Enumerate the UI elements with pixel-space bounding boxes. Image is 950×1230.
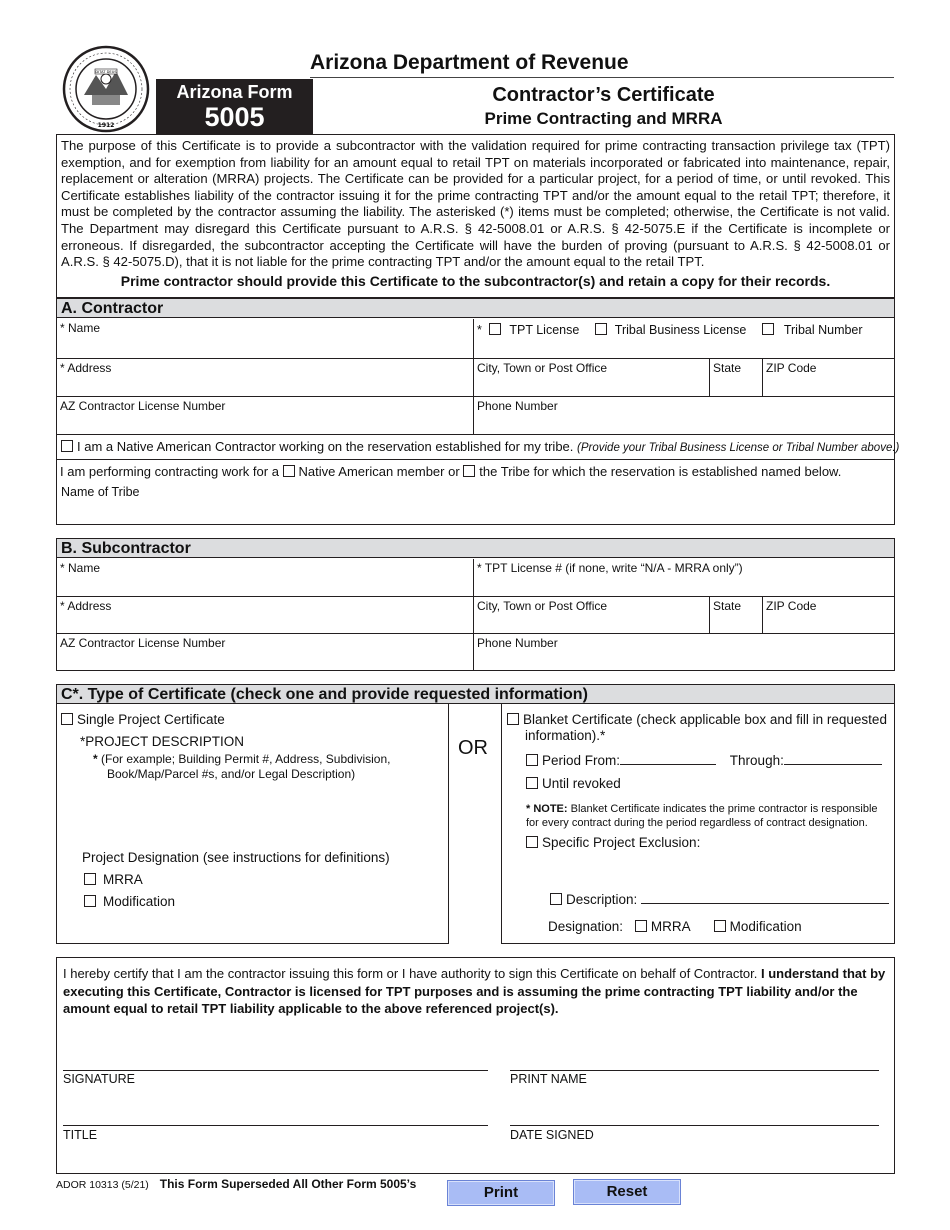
title-label: TITLE [63,1128,98,1142]
subcontractor-state-field[interactable] [710,597,763,634]
certification-statement [63,965,889,1018]
contractor-phone-field[interactable] [474,397,895,435]
designation-label: Designation: [548,919,624,934]
section-a-heading: A. Contractor [57,299,894,318]
subcontractor-phone-label: Phone Number [477,636,558,650]
subcontractor-city-label: City, Town or Post Office [477,599,608,613]
contractor-name-label: * Name [60,321,101,335]
date-signed-label: DATE SIGNED [510,1128,594,1142]
blanket-mrra-label: MRRA [650,919,690,934]
subcontractor-state-label: State [713,599,742,613]
native-contractor-note: (Provide your Tribal Business License or Tribal Number above.) [577,442,900,454]
tpt-license-label: TPT License [509,323,580,337]
contractor-city-label: City, Town or Post Office [477,361,608,375]
project-description-label: *PROJECT DESCRIPTION [80,734,245,749]
date-signed-line[interactable] [510,1125,879,1126]
purpose-statement [56,134,895,298]
certification-box [56,957,895,1174]
subcontractor-zip-field[interactable] [763,597,895,634]
footer-info [56,1177,416,1191]
subcontractor-phone-field[interactable] [474,634,895,671]
subcontractor-address-field[interactable] [57,597,474,634]
blanket-panel [501,704,895,944]
reset-button[interactable]: Reset [573,1179,681,1205]
performing-text-3: the Tribe for which the reservation is established named below. [479,464,842,479]
note-line-2: for every contract during the period regardless of contract designation. [526,817,868,829]
period-checkbox[interactable] [526,754,538,766]
seal-year: 1912 [97,122,115,129]
subcontractor-address-label: * Address [60,599,112,613]
purpose-text: The purpose of this Certificate is to provide a subcontractor with the validation required for prime contracting transaction privilege tax (TPT) exemption, and for exemption from liability for an amount equal to retail TPT on materials incorporated or fabricated into maintenance, repair, replacement or alteration (MRRA) projects. The Certificate can be provided for a particular project, for a period of time, or until revoked. This Certificate establishes liability of the contractor issuing it for the prime contracting TPT and/or the amount equal to the retail TPT; therefore, it must be completed by the contractor assuming the liability. The asterisked (*) items must be completed; otherwise, the Certificate is not valid. The Department may disregard this Certificate pursuant to A.R.S. § 42-5008.01 or A.R.S. § 42-5075.E if the Certificate is incomplete or erroneous. If disregarded, the subcontractor accepting the Certificate will have the burden of proving (pursuant to A.R.S. § 42-5008.01 or A.R.S. § 42-5075.D), that it is not liable for the prime contracting TPT and/or the amount equal to the retail TPT. [61,138,890,270]
blanket-note [526,802,878,830]
tribe-checkbox[interactable] [463,465,475,477]
contractor-name-field[interactable] [57,319,474,359]
contractor-license-type [474,319,895,359]
tpt-license-checkbox[interactable] [489,323,501,335]
form-number-box [156,79,313,134]
or-separator: OR [458,737,488,759]
period-from-label: Period From: [542,753,621,768]
subcontractor-az-license-field[interactable] [57,634,474,671]
print-button[interactable]: Print [447,1180,555,1206]
single-mrra-label: MRRA [103,872,143,887]
print-name-line[interactable] [510,1070,879,1071]
signature-label: SIGNATURE [63,1072,135,1086]
license-asterisk: * [477,323,482,337]
specific-exclusion-label: Specific Project Exclusion: [542,835,701,850]
blanket-line-2: information).* [525,728,606,743]
note-line-1: Blanket Certificate indicates the prime contractor is responsible [570,803,878,815]
example-asterisk: * [93,752,98,766]
seal-motto: DITAT DEUS [95,70,117,74]
department-name: Arizona Department of Revenue [310,51,629,74]
native-contractor-row [57,435,900,460]
section-c-heading-bar [56,684,895,704]
project-designation-label: Project Designation (see instructions for definitions) [82,850,390,865]
contractor-az-license-field[interactable] [57,397,474,435]
example-line-2: Book/Map/Parcel #s, and/or Legal Description) [107,766,356,781]
through-label: Through: [729,753,784,768]
single-project-panel [56,704,449,944]
tribal-number-label: Tribal Number [783,323,863,337]
performing-text-1: I am performing contracting work for a [60,464,279,479]
contractor-address-field[interactable] [57,359,474,397]
native-contractor-checkbox[interactable] [61,440,73,452]
contractor-zip-field[interactable] [763,359,895,397]
name-of-tribe-label: Name of Tribe [61,485,140,499]
blanket-modification-checkbox[interactable] [714,920,726,932]
description-checkbox[interactable] [550,893,562,905]
tribal-business-license-label: Tribal Business License [614,323,747,337]
subcontractor-tpt-license-field[interactable] [474,559,895,597]
contractor-city-field[interactable] [474,359,710,397]
single-mrra-checkbox[interactable] [84,873,96,885]
contractor-az-license-label: AZ Contractor License Number [60,399,226,413]
single-project-checkbox[interactable] [61,713,73,725]
subcontractor-name-field[interactable] [57,559,474,597]
subcontractor-az-license-label: AZ Contractor License Number [60,636,226,650]
form-label: Arizona Form [176,82,293,102]
header-divider [310,77,894,78]
purpose-bold-note: Prime contractor should provide this Certificate to the subcontractor(s) and retain a copy for their records. [120,272,831,289]
blanket-mrra-checkbox[interactable] [635,920,647,932]
until-revoked-checkbox[interactable] [526,777,538,789]
description-label: Description: [566,892,638,907]
note-label: * NOTE: [526,803,568,815]
certification-bold-text: I understand that by executing this Certificate, Contractor is licensed for TPT purposes and is assuming the prime contracting TPT liability and/or the amount equal to retail TPT liability applicable to the above referenced project(s). [63,966,886,1016]
period-from-input[interactable] [620,753,716,765]
single-modification-checkbox[interactable] [84,895,96,907]
native-member-checkbox[interactable] [283,465,295,477]
contractor-state-label: State [713,361,742,375]
section-b-subcontractor [56,538,895,671]
specific-exclusion-checkbox[interactable] [526,836,538,848]
through-input[interactable] [784,753,882,765]
performing-work-row [60,464,841,479]
tribal-business-license-checkbox[interactable] [595,323,607,335]
contractor-zip-label: ZIP Code [766,361,817,375]
contractor-address-label: * Address [60,361,112,375]
single-project-label: Single Project Certificate [77,712,225,727]
contractor-phone-label: Phone Number [477,399,558,413]
form-number: 5005 [204,102,265,132]
performing-text-2: Native American member or [298,464,460,479]
subcontractor-city-field[interactable] [474,597,710,634]
title-line[interactable] [63,1125,488,1126]
until-revoked-label: Until revoked [542,776,621,791]
blanket-checkbox[interactable] [507,713,519,725]
section-c-heading: C*. Type of Certificate (check one and provide requested information) [61,686,588,703]
blanket-line-1: Blanket Certificate (check applicable box and fill in requested [523,712,887,727]
certification-text: I hereby certify that I am the contractor issuing this form or I have authority to sign this Certificate on behalf of Contractor. [63,966,758,981]
description-input[interactable] [641,892,889,904]
project-description-example [93,752,390,781]
subcontractor-zip-label: ZIP Code [766,599,817,613]
single-modification-label: Modification [103,894,176,909]
subcontractor-tpt-license-label: * TPT License # (if none, write “N/A - MRRA only”) [477,561,743,575]
superseded-note: This Form Superseded All Other Form 5005’s [159,1177,417,1191]
print-name-label: PRINT NAME [510,1072,587,1086]
form-code: ADOR 10313 (5/21) [56,1179,149,1191]
arizona-state-seal [62,45,150,133]
section-b-heading: B. Subcontractor [57,539,894,558]
section-a-contractor [56,298,900,525]
tribal-number-checkbox[interactable] [762,323,774,335]
form-subtitle: Prime Contracting and MRRA [484,109,723,128]
blanket-modification-label: Modification [729,919,802,934]
example-line-1: (For example; Building Permit #, Address, Subdivision, [101,752,391,766]
contractor-state-field[interactable] [710,359,763,397]
form-title: Contractor’s Certificate [492,84,715,106]
native-contractor-label: I am a Native American Contractor working on the reservation established for my tribe. [77,439,574,454]
subcontractor-name-label: * Name [60,561,101,575]
signature-line[interactable] [63,1070,488,1071]
